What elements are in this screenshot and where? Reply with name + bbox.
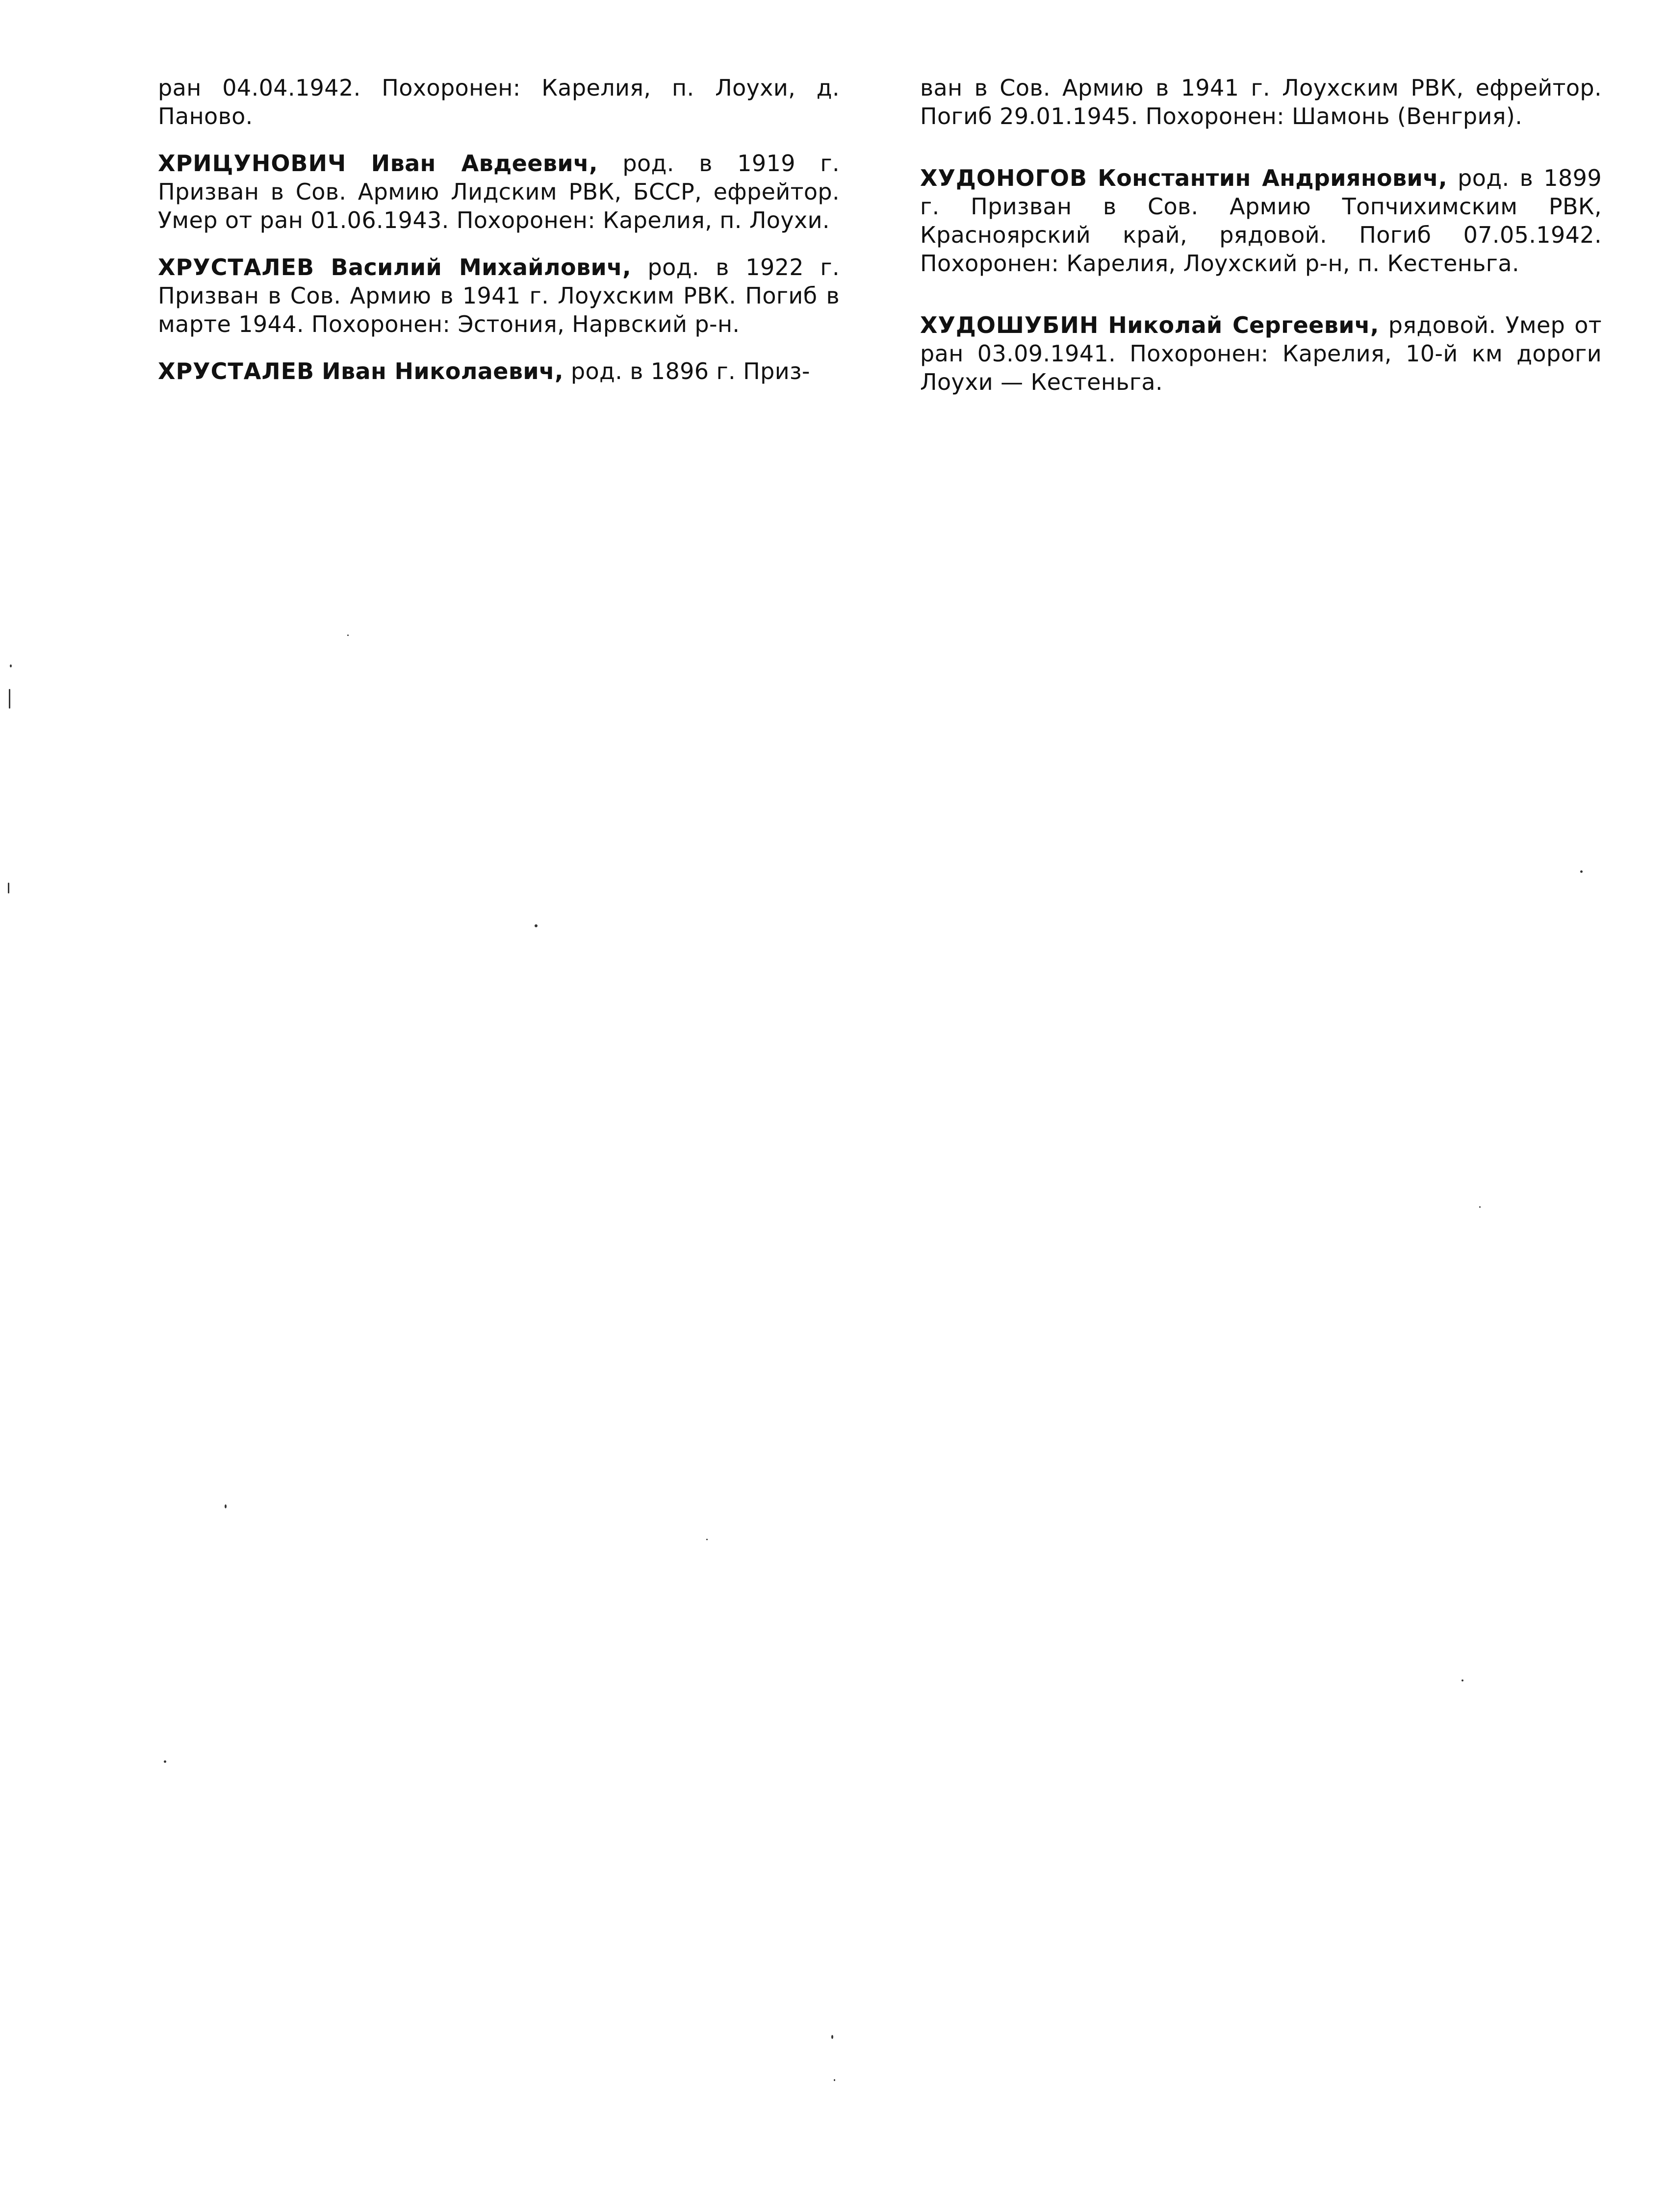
scan-speck	[9, 689, 10, 709]
entry-text: род. в 1922 г. Призван в Сов. Армию в 1941 г. Лоухским РВК. Погиб в марте 1944. Похоронен: Эстония, Нарвский р-н.	[158, 254, 840, 337]
entry-text: род. в 1899 г. Призван в Сов. Армию Топчихимским РВК, Красноярский край, рядовой. Погиб 07.05.1942. Похоронен: Карелия, Лоухский р-н, п. Кестеньга.	[920, 165, 1602, 277]
entry-continuation	[158, 74, 840, 130]
entry-given-name: Николай Сергеевич,	[1108, 312, 1379, 338]
entry-text: род. в 1919 г. Призван в Сов. Армию Лидским РВК, БССР, ефрейтор. Умер от ран 01.06.1943. Похоронен: Карелия, п. Лоухи.	[158, 150, 840, 233]
entry-surname: ХРУСТАЛЕВ	[158, 254, 315, 280]
scan-speck	[347, 635, 349, 636]
scan-speck	[831, 2035, 833, 2039]
left-column	[158, 74, 840, 404]
entry-continuation	[920, 74, 1602, 130]
entry-khudonogov-konstantin	[920, 164, 1602, 278]
entry-surname: ХРУСТАЛЕВ	[158, 358, 315, 384]
scan-speck	[225, 1504, 227, 1508]
scan-speck	[834, 2079, 835, 2081]
scan-speck	[1580, 870, 1583, 873]
entry-khritsunovich-ivan	[158, 149, 840, 234]
entry-given-name: Константин Андриянович,	[1098, 165, 1448, 191]
entry-text: ран 04.04.1942. Похоронен: Карелия, п. Лоухи, д. Паново.	[158, 75, 840, 129]
entry-text: рядовой. Умер от ран 03.09.1941. Похоронен: Карелия, 10-й км дороги Лоухи — Кестеньга.	[920, 312, 1602, 395]
scan-speck	[1462, 1679, 1463, 1681]
scan-speck	[706, 1539, 708, 1540]
entry-khrustalev-ivan	[158, 357, 840, 385]
scan-speck	[10, 664, 12, 667]
entry-khudoshubin-nikolay	[920, 311, 1602, 396]
entry-text: род. в 1896 г. Приз-	[570, 358, 810, 384]
entry-surname: ХУДОШУБИН	[920, 312, 1099, 338]
entry-given-name: Василий Михайлович,	[331, 254, 631, 280]
entry-surname: ХУДОНОГОВ	[920, 165, 1088, 191]
right-column	[920, 74, 1602, 430]
scan-speck	[164, 1760, 166, 1763]
scan-speck	[535, 924, 538, 927]
entry-given-name: Иван Николаевич,	[322, 358, 564, 384]
scan-speck	[8, 883, 9, 893]
scan-speck	[1479, 1206, 1481, 1208]
entry-khrustalev-vasily	[158, 253, 840, 338]
entry-text: ван в Сов. Армию в 1941 г. Лоухским РВК, ефрейтор. Погиб 29.01.1945. Похоронен: Шамонь (Венгрия).	[920, 75, 1602, 129]
entry-given-name: Иван Авдеевич,	[371, 150, 598, 177]
entry-surname: ХРИЦУНОВИЧ	[158, 150, 347, 177]
